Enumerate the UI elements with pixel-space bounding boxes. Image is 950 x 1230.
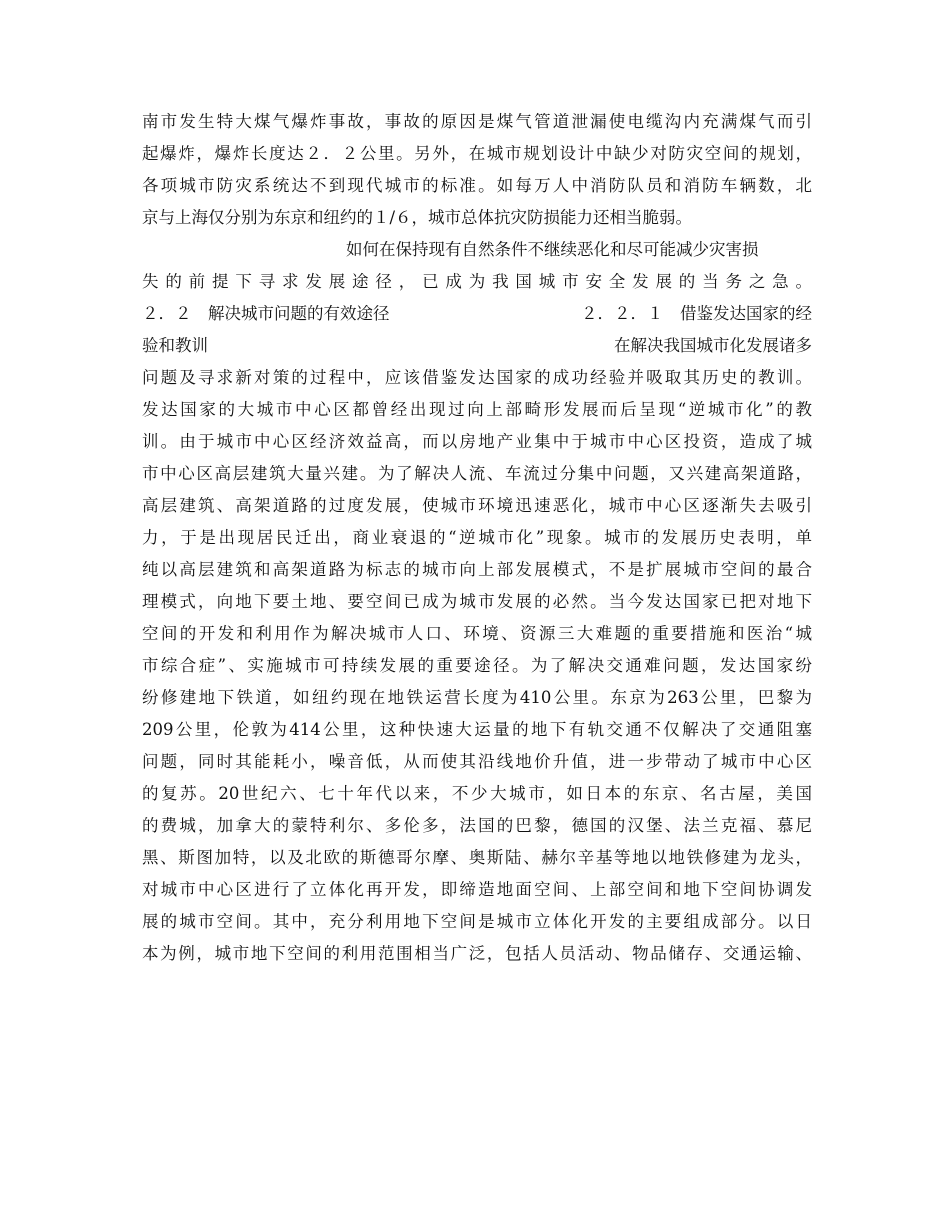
text-line: 起爆炸，爆炸长度达２．２公里。另外，在城市规划设计中缺少对防灾空间的规划， (142, 144, 812, 163)
text-line: 的复苏。20世纪六、七十年代以来，不少大城市，如日本的东京、名古屋，美国 (142, 784, 812, 803)
text-line: 各项城市防灾系统达不到现代城市的标准。如每万人中消防队员和消防车辆数，北 (142, 176, 812, 195)
section-heading-2-2-1: ２．２．１ 借鉴发达国家的经 (581, 304, 812, 323)
text-line: 如何在保持现有自然条件不继续恶化和尽可能减少灾害损 (346, 240, 759, 259)
text-line: 问题及寻求新对策的过程中，应该借鉴发达国家的成功经验并吸取其历史的教训。 (142, 368, 812, 387)
text-line: 力，于是出现居民迁出，商业衰退的“逆城市化”现象。城市的发展历史表明，单 (142, 528, 812, 547)
text-line: 问题，同时其能耗小，噪音低，从而使其沿线地价升值，进一步带动了城市中心区 (142, 752, 812, 771)
text-line: 市中心区高层建筑大量兴建。为了解决人流、车流过分集中问题，又兴建高架道路， (142, 464, 812, 483)
document-body (142, 106, 812, 970)
text-line: 高层建筑、高架道路的过度发展，使城市环境迅速恶化，城市中心区逐渐失去吸引 (142, 496, 812, 515)
text-line: 发达国家的大城市中心区都曾经出现过向上部畸形发展而后呈现“逆城市化”的教 (142, 400, 812, 419)
text-line: 209公里，伦敦为414公里，这种快速大运量的地下有轨交通不仅解决了交通阻塞 (142, 720, 812, 739)
section-heading-2-2-1-cont: 验和教训 (142, 336, 208, 355)
text-line: 的费城，加拿大的蒙特利尔、多伦多，法国的巴黎，德国的汉堡、法兰克福、慕尼 (142, 816, 812, 835)
text-line: 对城市中心区进行了立体化再开发，即缔造地面空间、上部空间和地下空间协调发 (142, 880, 812, 899)
text-line: 本为例，城市地下空间的利用范围相当广泛，包括人员活动、物品储存、交通运输、 (142, 944, 812, 963)
heading-line (142, 330, 812, 362)
heading-line (142, 298, 812, 330)
section-heading-2-2: ２．２ 解决城市问题的有效途径 (142, 304, 390, 323)
text-line: 京与上海仅分别为东京和纽约的１/６，城市总体抗灾防损能力还相当脆弱。 (142, 208, 693, 227)
text-line: 纷修建地下铁道，如纽约现在地铁运营长度为410公里。东京为263公里，巴黎为 (142, 688, 812, 707)
text-line: 纯以高层建筑和高架道路为标志的城市向上部发展模式，不是扩展城市空间的最合 (142, 560, 812, 579)
text-line: 理模式，向地下要土地、要空间已成为城市发展的必然。当今发达国家已把对地下 (142, 592, 812, 611)
text-line: 训。由于城市中心区经济效益高，而以房地产业集中于城市中心区投资，造成了城 (142, 432, 812, 451)
text-line: 市综合症”、实施城市可持续发展的重要途径。为了解决交通难问题，发达国家纷 (142, 656, 812, 675)
text-line: 空间的开发和利用作为解决城市人口、环境、资源三大难题的重要措施和医治“城 (142, 624, 812, 643)
paragraph-start: 在解决我国城市化发展诸多 (614, 336, 812, 355)
text-line: 展的城市空间。其中，充分利用地下空间是城市立体化开发的主要组成部分。以日 (142, 912, 812, 931)
text-line: 黑、斯图加特，以及北欧的斯德哥尔摩、奥斯陆、赫尔辛基等地以地铁修建为龙头， (142, 848, 812, 867)
text-line: 失的前提下寻求发展途径，已成为我国城市安全发展的当务之急。 (142, 272, 812, 291)
text-line: 南市发生特大煤气爆炸事故，事故的原因是煤气管道泄漏使电缆沟内充满煤气而引 (142, 112, 812, 131)
